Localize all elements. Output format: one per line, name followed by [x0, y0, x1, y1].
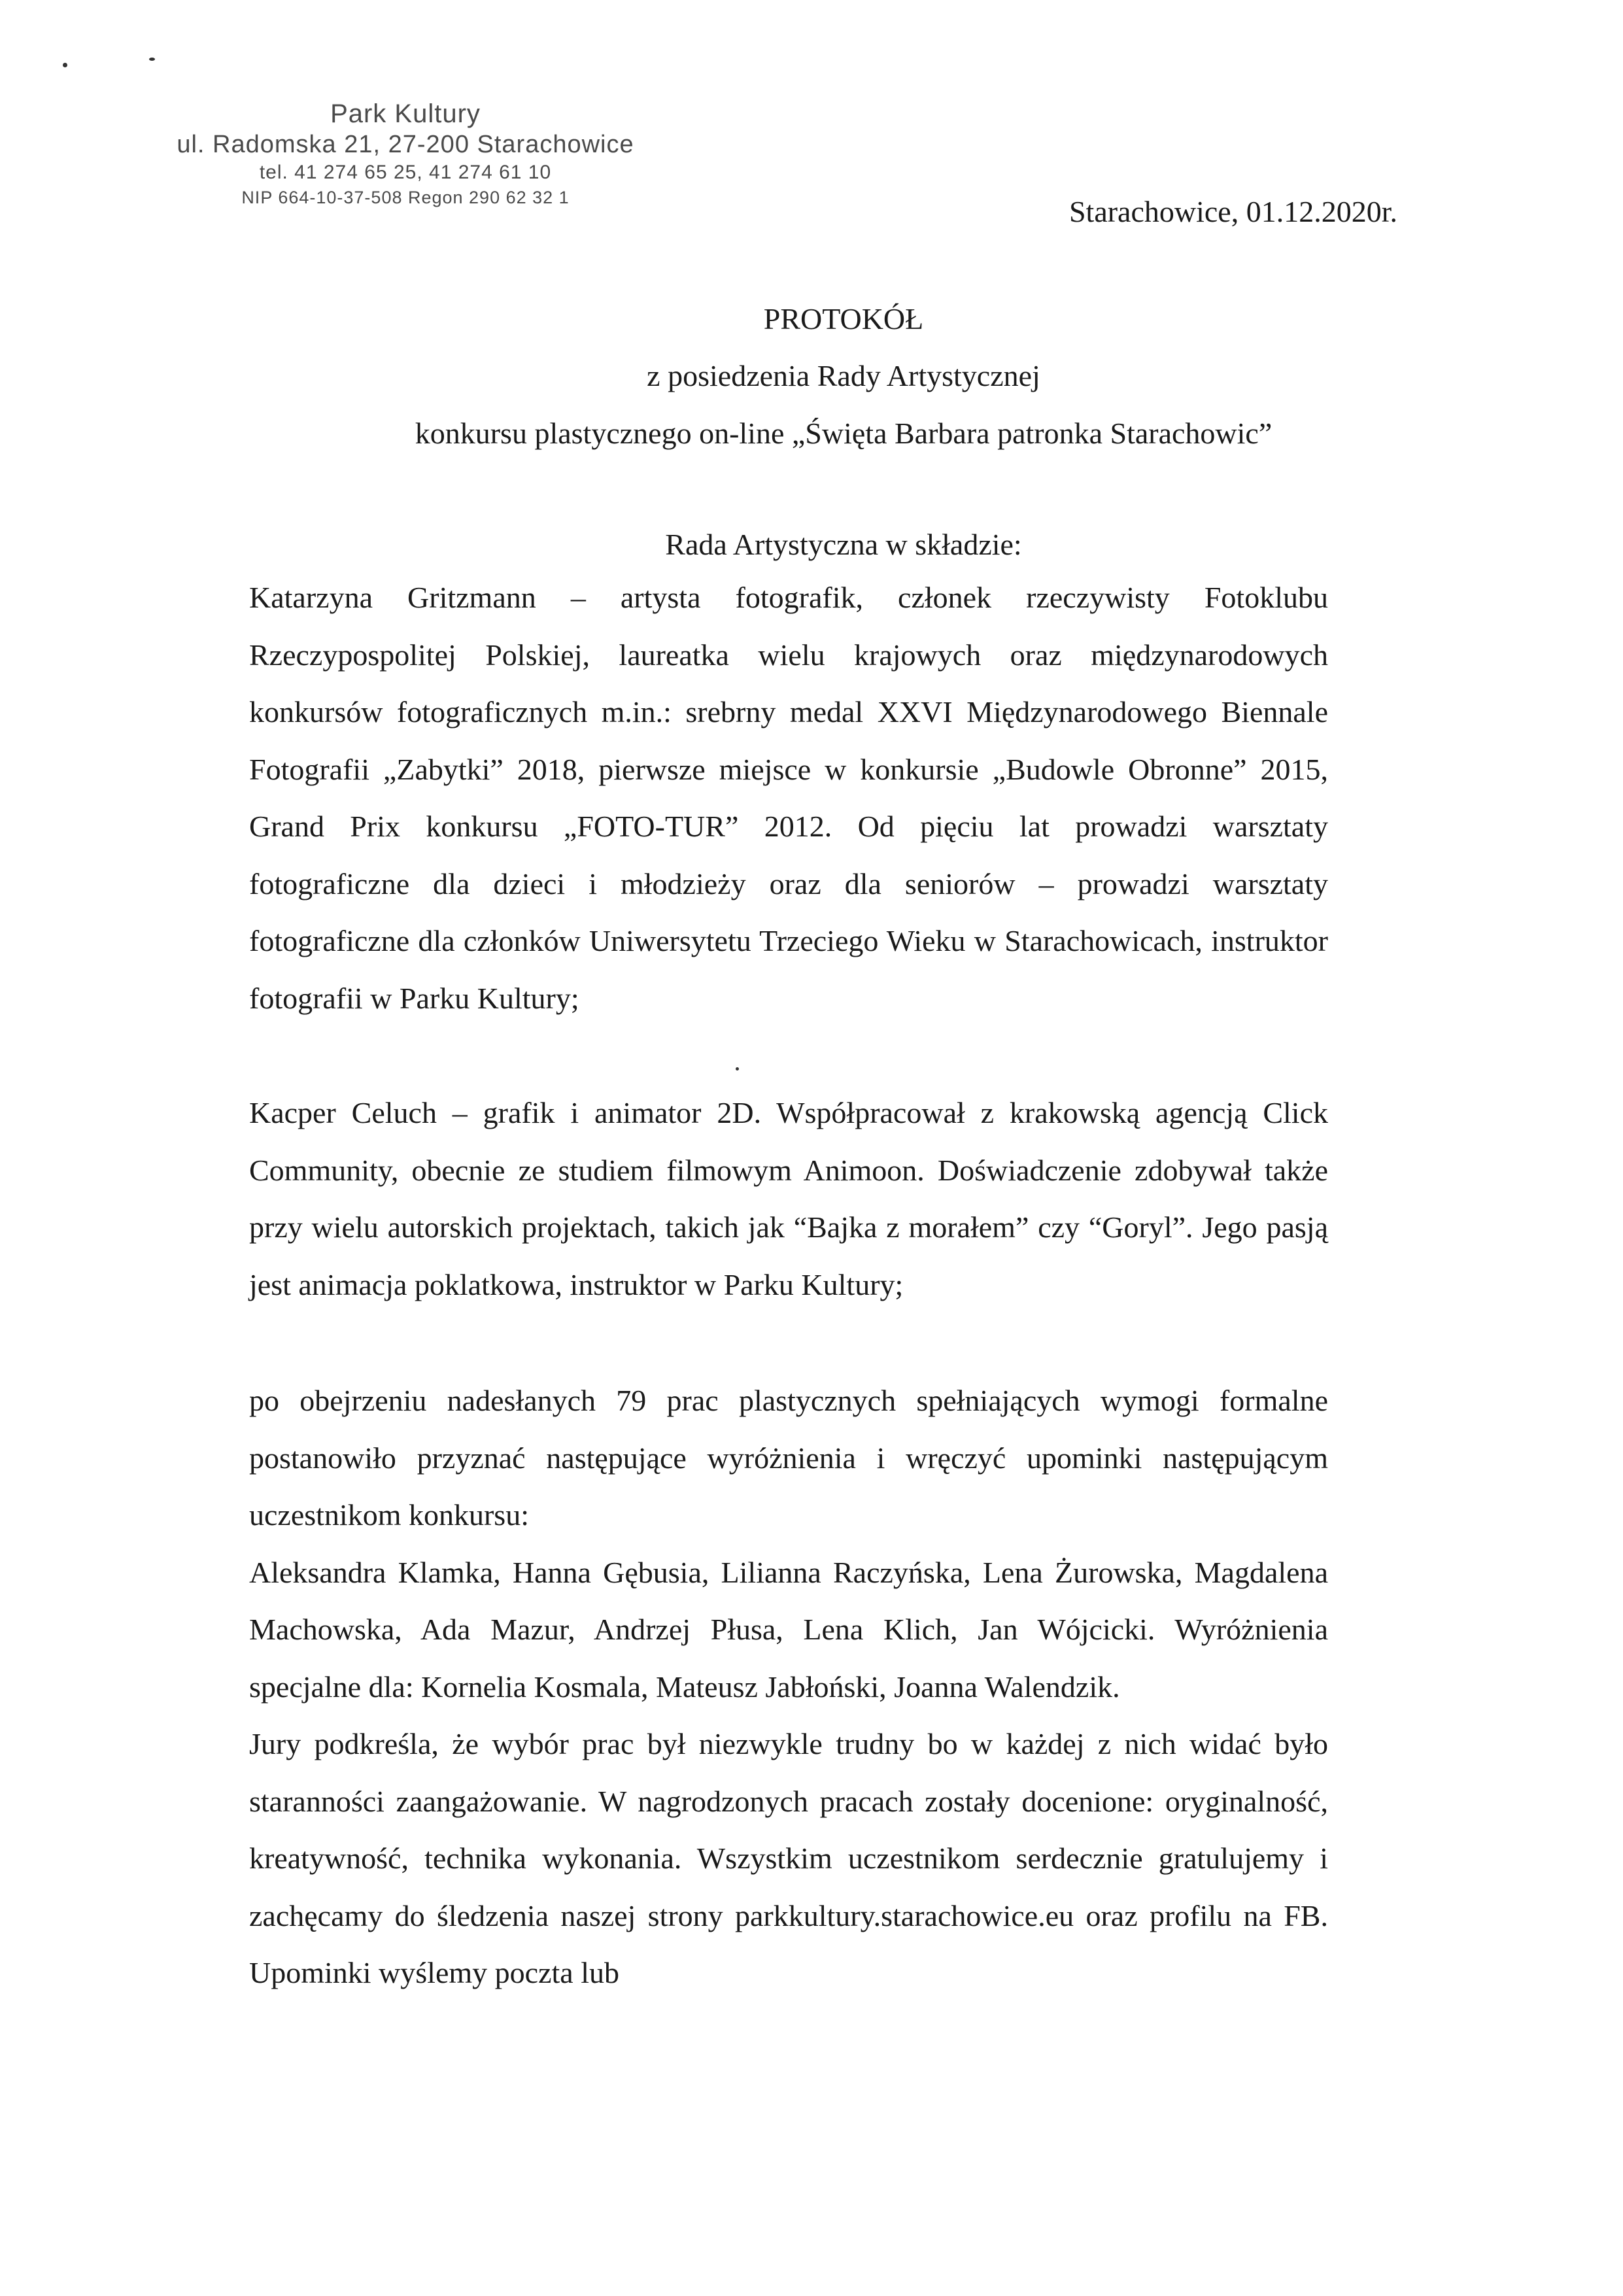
stamp-name: Park Kultury: [330, 99, 481, 128]
document-title: PROTOKÓŁ: [763, 302, 924, 335]
scan-speck: [149, 58, 155, 61]
contest-name: konkursu plastycznego on-line „Święta Barbara patronka Starachowic”: [415, 417, 1273, 450]
member-kacper-celuch: Kacper Celuch – grafik i animator 2D. Współpracował z krakowską agencją Click Community, obecnie ze studiem filmowym Animoon. Doświadczenie zdobywał także przy wielu autorskich projektach, takich jak “Bajka z morałem” czy “Goryl”. Jego pasją jest animacja poklatkowa, instruktor w Parku Kultury;: [249, 1096, 1328, 1301]
member-paragraph: [249, 1084, 1328, 1313]
stamp-address: ul. Radomska 21, 27-200 Starachowice: [177, 131, 634, 158]
closing-paragraph: Jury podkreśla, że wybór prac był niezwykle trudny bo w każdej z nich widać było staranności zaangażowanie. W nagrodzonych pracach zostały docenione: oryginalność, kreatywność, technika wykonania. Wszystkim uczestnikom serdecznie gratulujemy i zachęcamy do śledzenia naszej strony parkkultury.starachowice.eu oraz profilu na FB. Upominki wyślemy poczta lub: [249, 1727, 1328, 1989]
scan-speck: [63, 63, 67, 67]
scan-speck: [736, 1067, 739, 1071]
member-katarzyna-gritzmann: Katarzyna Gritzmann – artysta fotografik, członek rzeczywisty Fotoklubu Rzeczypospolitej Polskiej, laureatka wielu krajowych oraz międzynarodowych konkursów fotograficznych m.in.: srebrny medal XXVI Międzynarodowego Biennale Fotografii „Zabytki” 2018, pierwsze miejsce w konkursie „Budowle Obronne” 2015, Grand Prix konkursu „FOTO-TUR” 2012. Od pięciu lat prowadzi warsztaty fotograficzne dla dzieci i młodzieży oraz dla seniorów – prowadzi warsztaty fotograficzne dla członków Uniwersytetu Trzeciego Wieku w Starachowicach, instruktor fotografii w Parku Kultury;: [249, 581, 1328, 1015]
member-paragraph: [249, 569, 1328, 1027]
decision-paragraph: po obejrzeniu nadesłanych 79 prac plastycznych spełniających wymogi formalne postanowiło przyznać następujące wyróżnienia i wręczyć upominki następującym uczestnikom konkursu:: [249, 1384, 1328, 1532]
winners-paragraph: Aleksandra Klamka, Hanna Gębusia, Lilianna Raczyńska, Lena Żurowska, Magdalena Machowska, Ada Mazur, Andrzej Płusa, Lena Klich, Jan Wójcicki. Wyróżnienia specjalne dla: Kornelia Kosmala, Mateusz Jabłoński, Joanna Walendzik.: [249, 1555, 1328, 1704]
institution-stamp: [157, 98, 654, 209]
document-date: Starachowice, 01.12.2020r.: [1068, 195, 1397, 228]
document-subtitle: z posiedzenia Rady Artystycznej: [647, 359, 1040, 392]
stamp-ids: NIP 664-10-37-508 Regon 290 62 32 1: [241, 188, 570, 207]
decision-section: [249, 1372, 1328, 2002]
stamp-phone: tel. 41 274 65 25, 41 274 61 10: [259, 162, 552, 183]
council-heading: Rada Artystyczna w składzie:: [665, 528, 1022, 561]
